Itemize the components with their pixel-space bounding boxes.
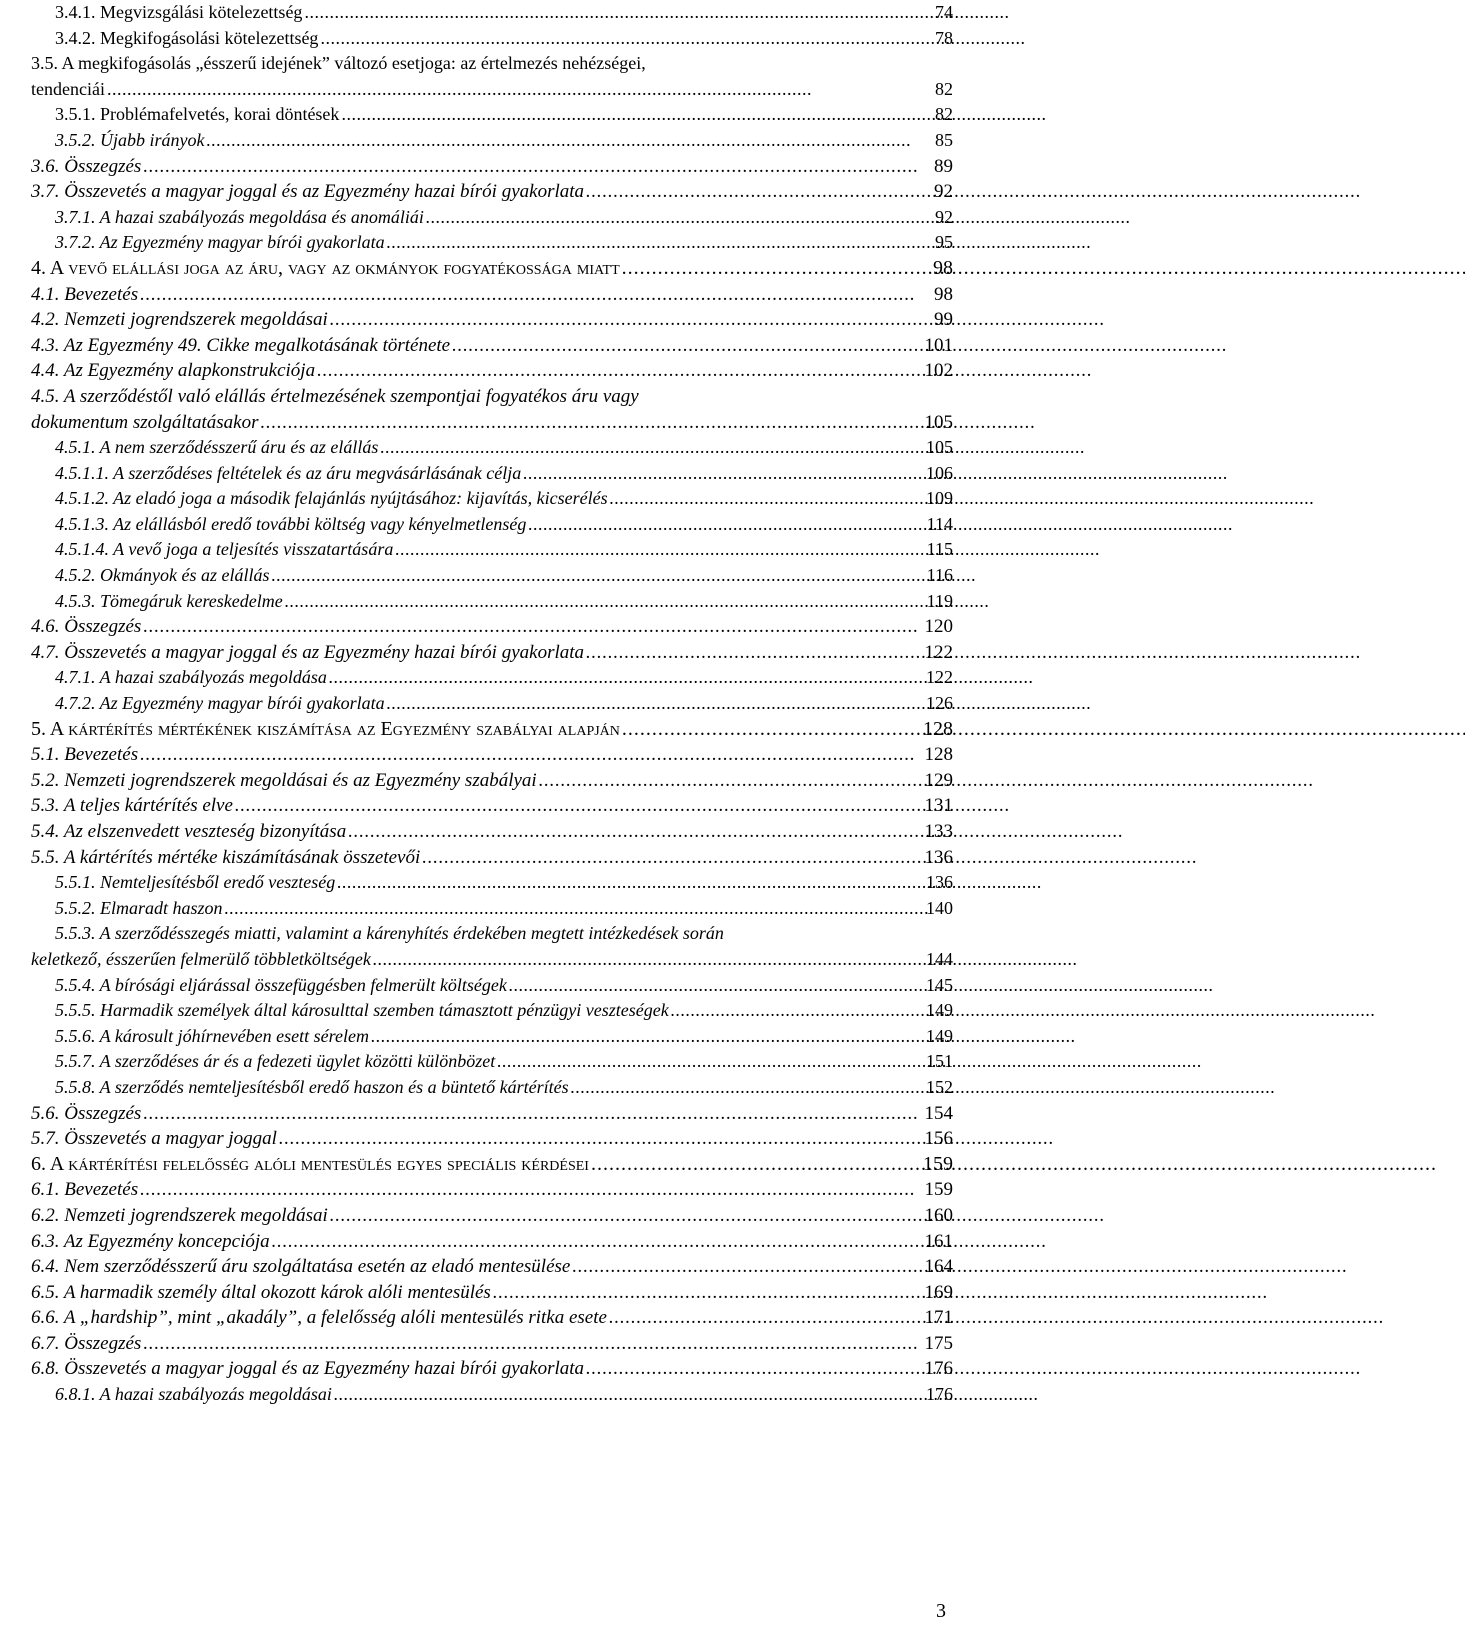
toc-entry[interactable] bbox=[31, 1024, 953, 1050]
dot-leader bbox=[380, 435, 924, 461]
toc-entry-title: 5. A kártérítés mértékének kiszámítása az Egyezmény szabályai alapján bbox=[31, 717, 620, 740]
toc-entry-title: 4.7. Összevetés a magyar joggal és az Egyezmény hazai bírói gyakorlata bbox=[31, 641, 585, 663]
toc-entry[interactable] bbox=[31, 1305, 953, 1331]
dot-leader bbox=[341, 102, 933, 128]
toc-entry-page: 120 bbox=[924, 616, 953, 638]
toc-entry-title-continued: keletkező, ésszerűen felmerülő többletköltségek bbox=[31, 948, 371, 969]
toc-entry-page: 119 bbox=[926, 590, 953, 611]
toc-entry[interactable] bbox=[31, 358, 953, 384]
toc-entry-page: 149 bbox=[926, 1000, 953, 1021]
toc-entry-page: 85 bbox=[935, 129, 953, 150]
toc-entry-title: 4.7.1. A hazai szabályozás megoldása bbox=[55, 667, 327, 688]
toc-entry[interactable] bbox=[31, 819, 953, 845]
toc-entry-title: 5.5.7. A szerződéses ár és a fedezeti ügylet közötti különbözet bbox=[55, 1051, 496, 1072]
toc-entry[interactable] bbox=[31, 1254, 953, 1280]
toc-entry-title: 3.5.1. Problémafelvetés, korai döntések bbox=[55, 104, 340, 125]
toc-entry-page: 144 bbox=[926, 948, 953, 969]
toc-entry-page: 159 bbox=[924, 1179, 953, 1201]
dot-leader bbox=[143, 1331, 922, 1357]
toc-entry-page: 99 bbox=[934, 309, 953, 331]
toc-entry[interactable] bbox=[31, 1049, 953, 1075]
dot-leader bbox=[591, 1152, 921, 1178]
toc-entry[interactable] bbox=[31, 665, 953, 691]
toc-entry[interactable] bbox=[31, 640, 953, 666]
toc-entry[interactable] bbox=[31, 1177, 953, 1203]
dot-leader bbox=[387, 230, 933, 256]
toc-entry-page: 106 bbox=[926, 462, 953, 483]
toc-entry-page: 98 bbox=[933, 256, 953, 279]
dot-leader bbox=[272, 1229, 923, 1255]
toc-entry-title: 5.5.2. Elmaradt haszon bbox=[55, 897, 223, 918]
toc-entry[interactable] bbox=[31, 742, 953, 768]
toc-entry-title: 6.2. Nemzeti jogrendszerek megoldásai bbox=[31, 1204, 328, 1226]
dot-leader bbox=[107, 77, 933, 103]
dot-leader bbox=[586, 179, 932, 205]
dot-leader bbox=[586, 1356, 922, 1382]
toc-entry[interactable] bbox=[31, 307, 953, 333]
toc-entry-title: 4.3. Az Egyezmény 49. Cikke megalkotásának története bbox=[31, 334, 451, 356]
toc-entry[interactable] bbox=[31, 435, 953, 461]
toc-entry-title: 4.5.1. A nem szerződésszerű áru és az elállás bbox=[55, 437, 379, 458]
toc-entry[interactable] bbox=[31, 461, 953, 487]
toc-entry-title: 4.5.1.1. A szerződéses feltételek és az áru megvásárlásának célja bbox=[55, 462, 522, 483]
toc-entry[interactable] bbox=[31, 384, 953, 435]
dot-leader bbox=[422, 845, 922, 871]
dot-leader bbox=[329, 665, 924, 691]
dot-leader bbox=[206, 128, 933, 154]
toc-entry-page: 149 bbox=[926, 1025, 953, 1046]
toc-entry-page: 154 bbox=[924, 1102, 953, 1124]
dot-leader bbox=[317, 358, 922, 384]
toc-entry[interactable] bbox=[31, 896, 953, 922]
dot-leader bbox=[609, 1305, 923, 1331]
toc-entry-title: 6.8.1. A hazai szabályozás megoldásai bbox=[55, 1384, 332, 1405]
toc-entry[interactable] bbox=[31, 154, 953, 180]
toc-entry-page: 161 bbox=[924, 1230, 953, 1252]
toc-entry[interactable] bbox=[31, 282, 953, 308]
toc-entry-title: 4.5.2. Okmányok és az elállás bbox=[55, 565, 270, 586]
toc-entry-page: 92 bbox=[934, 181, 953, 203]
toc-entry-title: 6.7. Összegzés bbox=[31, 1332, 142, 1354]
toc-entry[interactable] bbox=[31, 793, 953, 819]
toc-entry[interactable] bbox=[31, 768, 953, 794]
toc-entry-title: 5.1. Bevezetés bbox=[31, 744, 139, 766]
toc-entry[interactable] bbox=[31, 1126, 953, 1152]
toc-entry-title: 5.5.3. A szerződésszegés miatti, valamint a kárenyhítés érdekében megtett intézkedések során bbox=[55, 923, 724, 944]
toc-entry-page: 105 bbox=[924, 411, 953, 433]
toc-entry[interactable] bbox=[31, 691, 953, 717]
dot-leader bbox=[539, 768, 923, 794]
toc-entry-title: 3.4.2. Megkifogásolási kötelezettség bbox=[55, 27, 319, 48]
dot-leader bbox=[140, 1177, 922, 1203]
toc-entry-title: 4.2. Nemzeti jogrendszerek megoldásai bbox=[31, 309, 328, 331]
toc-entry-page: 151 bbox=[926, 1051, 953, 1072]
toc-entry[interactable] bbox=[31, 1152, 953, 1178]
toc-entry[interactable] bbox=[31, 102, 953, 128]
dot-leader bbox=[452, 333, 922, 359]
toc-entry-title: 5.5.8. A szerződés nemteljesítésből eredő haszon és a büntető kártérítés bbox=[55, 1076, 569, 1097]
toc-entry-page: 98 bbox=[934, 283, 953, 305]
toc-entry-page: 82 bbox=[935, 78, 953, 99]
toc-entry-title: 6.6. A „hardship”, mint „akadály”, a felelősség alóli mentesülés ritka esete bbox=[31, 1307, 607, 1329]
dot-leader bbox=[586, 640, 922, 666]
toc-entry-page: 74 bbox=[935, 2, 953, 22]
toc-entry-page: 126 bbox=[926, 693, 953, 714]
toc-entry[interactable] bbox=[31, 1280, 953, 1306]
toc-entry-page: 164 bbox=[924, 1256, 953, 1278]
toc-entry-page: 171 bbox=[924, 1307, 953, 1329]
toc-entry-page: 95 bbox=[935, 232, 953, 253]
toc-entry[interactable] bbox=[31, 1101, 953, 1127]
toc-entry[interactable] bbox=[31, 1356, 953, 1382]
toc-entry-title: 4.5.1.3. Az elállásból eredő további költség vagy kényelmetlenség bbox=[55, 513, 527, 534]
toc-entry[interactable] bbox=[31, 563, 953, 589]
dot-leader bbox=[235, 793, 923, 819]
toc-entry-page: 102 bbox=[924, 360, 953, 382]
toc-entry[interactable] bbox=[31, 51, 953, 102]
toc-entry-page: 156 bbox=[924, 1128, 953, 1150]
toc-entry[interactable] bbox=[31, 614, 953, 640]
toc-entry-title: 5.4. Az elszenvedett veszteség bizonyítása bbox=[31, 821, 347, 842]
toc-entry-title: 4.4. Az Egyezmény alapkonstrukciója bbox=[31, 360, 316, 382]
dot-leader bbox=[337, 870, 924, 896]
toc-entry-page: 136 bbox=[924, 846, 953, 868]
dot-leader bbox=[260, 410, 922, 436]
dot-leader bbox=[320, 26, 933, 52]
dot-leader bbox=[140, 282, 932, 308]
toc-entry-page: 176 bbox=[924, 1358, 953, 1380]
dot-leader bbox=[493, 1280, 923, 1306]
toc-entry-page: 82 bbox=[935, 104, 953, 125]
toc-entry-page: 115 bbox=[926, 539, 953, 560]
toc-entry[interactable] bbox=[31, 870, 953, 896]
toc-entry[interactable] bbox=[31, 537, 953, 563]
dot-leader bbox=[279, 1126, 923, 1152]
dot-leader bbox=[143, 154, 932, 180]
dot-leader bbox=[143, 1101, 922, 1127]
toc-entry-page: 133 bbox=[924, 821, 953, 842]
toc-entry-page: 152 bbox=[926, 1076, 953, 1097]
toc-entry-page: 169 bbox=[924, 1281, 953, 1303]
dot-leader bbox=[610, 486, 924, 512]
toc-entry-title: 5.7. Összevetés a magyar joggal bbox=[31, 1128, 277, 1150]
toc-entry-title-continued: tendenciái bbox=[31, 78, 105, 99]
toc-entry[interactable] bbox=[31, 998, 953, 1024]
dot-leader bbox=[348, 819, 922, 845]
toc-entry[interactable] bbox=[31, 589, 953, 615]
toc-entry[interactable] bbox=[31, 128, 953, 154]
toc-entry-title: 3.4.1. Megvizsgálási kötelezettség bbox=[55, 2, 303, 22]
toc-entry-title: 3.7.1. A hazai szabályozás megoldása és anomáliái bbox=[55, 206, 424, 227]
toc-entry-title: 4.1. Bevezetés bbox=[31, 283, 139, 305]
dot-leader bbox=[387, 691, 924, 717]
toc-entry[interactable] bbox=[31, 1203, 953, 1229]
toc-entry-title: 6. A kártérítési felelősség alóli mentesülés egyes speciális kérdései bbox=[31, 1152, 589, 1175]
toc-entry-title: 3.5.2. Újabb irányok bbox=[55, 129, 205, 150]
toc-entry[interactable] bbox=[31, 1331, 953, 1357]
toc-entry-title: 6.8. Összevetés a magyar joggal és az Egyezmény hazai bírói gyakorlata bbox=[31, 1358, 585, 1380]
toc-entry-page: 92 bbox=[935, 206, 953, 227]
toc-entry-page: 116 bbox=[926, 565, 953, 586]
toc-entry[interactable] bbox=[31, 717, 953, 743]
toc-entry[interactable] bbox=[31, 256, 953, 282]
toc-entry[interactable] bbox=[31, 512, 953, 538]
dot-leader bbox=[523, 461, 924, 487]
toc-entry-page: 160 bbox=[924, 1204, 953, 1226]
toc-entry-page: 136 bbox=[926, 872, 953, 893]
toc-entry[interactable] bbox=[31, 333, 953, 359]
toc-entry-title: 5.3. A teljes kártérítés elve bbox=[31, 795, 233, 817]
toc-entry-page: 176 bbox=[926, 1384, 953, 1405]
toc-entry-title: 5.5.1. Nemteljesítésből eredő veszteség bbox=[55, 872, 336, 893]
toc-entry-title: 6.1. Bevezetés bbox=[31, 1179, 139, 1201]
dot-leader bbox=[426, 205, 933, 231]
toc-entry-page: 89 bbox=[934, 155, 953, 177]
toc-entry-page: 101 bbox=[924, 334, 953, 356]
toc-entry-title: 5.5.5. Harmadik személyek által károsulttal szemben támasztott pénzügyi veszteségek bbox=[55, 1000, 669, 1021]
toc-entry-page: 105 bbox=[926, 437, 953, 458]
toc-entry-title: 5.2. Nemzeti jogrendszerek megoldásai és az Egyezmény szabályai bbox=[31, 769, 537, 791]
toc-entry-page: 159 bbox=[923, 1152, 953, 1175]
toc-entry-page: 140 bbox=[926, 897, 953, 918]
dot-leader bbox=[225, 896, 924, 922]
toc-entry[interactable] bbox=[31, 230, 953, 256]
dot-leader bbox=[528, 512, 924, 538]
toc-entry-page: 78 bbox=[935, 27, 953, 48]
toc-entry-title: 3.7. Összevetés a magyar joggal és az Egyezmény hazai bírói gyakorlata bbox=[31, 181, 585, 203]
toc-entry[interactable] bbox=[31, 1229, 953, 1255]
page-number: 3 bbox=[936, 1600, 946, 1622]
dot-leader bbox=[330, 307, 932, 333]
toc-entry-title: 4. A vevő elállási joga az áru, vagy az okmányok fogyatékossága miatt bbox=[31, 256, 620, 279]
toc-entry-page: 175 bbox=[924, 1332, 953, 1354]
toc-entry[interactable] bbox=[31, 0, 953, 26]
toc-entry-title: 4.5.3. Tömegáruk kereskedelme bbox=[55, 590, 283, 611]
toc-entry-page: 145 bbox=[926, 974, 953, 995]
toc-entry-title: 3.6. Összegzés bbox=[31, 155, 142, 177]
toc-entry-title: 5.5.6. A károsult jóhírnevében esett sérelem bbox=[55, 1025, 369, 1046]
toc-entry-title: 3.7.2. Az Egyezmény magyar bírói gyakorlata bbox=[55, 232, 385, 253]
toc-entry[interactable] bbox=[31, 845, 953, 871]
toc-entry-page: 114 bbox=[926, 513, 953, 534]
table-of-contents bbox=[31, 0, 953, 1408]
dot-leader bbox=[509, 973, 924, 999]
dot-leader bbox=[395, 537, 924, 563]
dot-leader bbox=[334, 1382, 924, 1408]
toc-entry-page: 122 bbox=[926, 667, 953, 688]
dot-leader bbox=[622, 717, 921, 743]
toc-entry[interactable] bbox=[31, 205, 953, 231]
dot-leader bbox=[304, 0, 933, 26]
toc-entry-page: 129 bbox=[924, 769, 953, 791]
dot-leader bbox=[572, 1254, 922, 1280]
toc-entry-title: 4.5.1.2. Az eladó joga a második felajánlás nyújtásához: kijavítás, kicserélés bbox=[55, 488, 608, 509]
toc-entry-page: 128 bbox=[923, 717, 953, 740]
toc-entry-title: 3.5. A megkifogásolás „ésszerű idejének” változó esetjoga: az értelmezés nehézségei, bbox=[31, 53, 646, 74]
toc-entry-title: 4.7.2. Az Egyezmény magyar bírói gyakorlata bbox=[55, 693, 385, 714]
toc-entry-title-continued: dokumentum szolgáltatásakor bbox=[31, 411, 259, 433]
toc-entry[interactable] bbox=[31, 973, 953, 999]
toc-entry[interactable] bbox=[31, 26, 953, 52]
toc-entry-title: 4.5.1.4. A vevő joga a teljesítés visszatartására bbox=[55, 539, 394, 560]
dot-leader bbox=[285, 589, 925, 615]
toc-entry-page: 109 bbox=[926, 488, 953, 509]
toc-entry-page: 122 bbox=[924, 641, 953, 663]
toc-entry-title: 4.5. A szerződéstől való elállás értelmezésének szempontjai fogyatékos áru vagy bbox=[31, 385, 639, 407]
dot-leader bbox=[371, 1024, 924, 1050]
toc-entry-title: 6.4. Nem szerződésszerű áru szolgáltatása esetén az eladó mentesülése bbox=[31, 1256, 571, 1278]
toc-entry-title: 4.6. Összegzés bbox=[31, 616, 142, 638]
dot-leader bbox=[330, 1203, 923, 1229]
toc-entry[interactable] bbox=[31, 1075, 953, 1101]
dot-leader bbox=[571, 1075, 924, 1101]
toc-entry[interactable] bbox=[31, 1382, 953, 1408]
dot-leader bbox=[271, 563, 924, 589]
dot-leader bbox=[497, 1049, 924, 1075]
toc-entry-page: 131 bbox=[924, 795, 953, 817]
dot-leader bbox=[143, 614, 922, 640]
toc-entry-title: 5.6. Összegzés bbox=[31, 1102, 142, 1124]
toc-entry[interactable] bbox=[31, 179, 953, 205]
toc-entry-title: 6.3. Az Egyezmény koncepciója bbox=[31, 1230, 270, 1252]
dot-leader bbox=[671, 998, 924, 1024]
dot-leader bbox=[140, 742, 922, 768]
toc-entry-page: 128 bbox=[924, 744, 953, 766]
dot-leader bbox=[622, 256, 931, 282]
toc-entry[interactable] bbox=[31, 921, 953, 972]
toc-entry[interactable] bbox=[31, 486, 953, 512]
toc-entry-title: 5.5.4. A bírósági eljárással összefüggésben felmerült költségek bbox=[55, 974, 507, 995]
dot-leader bbox=[373, 947, 924, 973]
toc-entry-title: 5.5. A kártérítés mértéke kiszámításának összetevői bbox=[31, 846, 421, 868]
toc-entry-title: 6.5. A harmadik személy által okozott károk alóli mentesülés bbox=[31, 1281, 491, 1303]
